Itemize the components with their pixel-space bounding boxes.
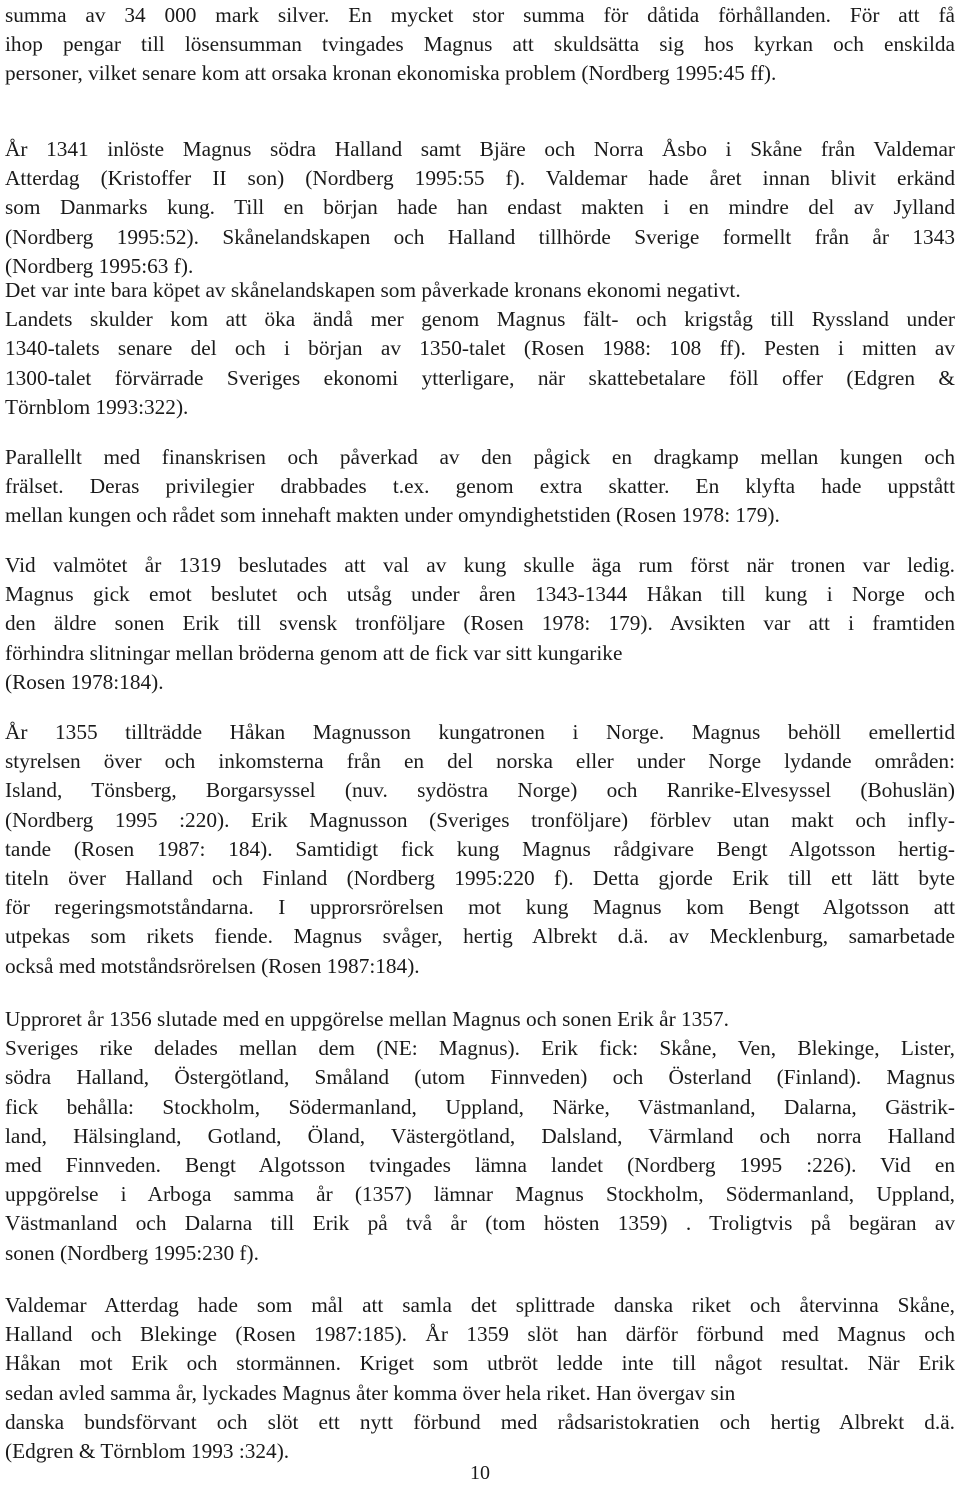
text-line: sonen (Nordberg 1995:230 f).: [5, 1240, 259, 1265]
text-line: (Rosen 1978:184).: [5, 669, 164, 694]
text-line: också med motståndsrörelsen (Rosen 1987:184).: [5, 953, 420, 978]
paragraph: [5, 1291, 955, 1466]
text-line: Sveriges rike delades mellan dem (NE: Magnus). Erik fick: Skåne, Ven, Blekinge, Lister,: [5, 1036, 955, 1061]
text-line: 1340-talets senare del och i början av 1350-talet (Rosen 1988: 108 ff). Pesten i mitten av: [5, 336, 955, 361]
text-line: sedan avled samma år, lyckades Magnus åter komma över hela riket. Han övergav sin: [5, 1380, 736, 1405]
text-line: (Nordberg 1995:63 f).: [5, 253, 194, 278]
text-line: styrelsen över och inkomsterna från en del norska eller under Norge lydande områden:: [5, 749, 955, 774]
text-line: Halland och Blekinge (Rosen 1987:185). År 1359 slöt han därför förbund med Magnus och: [5, 1322, 955, 1347]
paragraph: [5, 551, 955, 697]
text-line: Vid valmötet år 1319 beslutades att val av kung skulle äga rum först när tronen var ledig.: [5, 553, 955, 577]
text-line: Törnblom 1993:322).: [5, 394, 189, 419]
text-line: för regeringsmotståndarna. I upprorsrörelsen mot kung Magnus kom Bengt Algotsson att: [5, 895, 955, 920]
text-line: Landets skulder kom att öka ändå mer genom Magnus fält- och krigståg till Ryssland under: [5, 307, 955, 332]
text-line: södra Halland, Östergötland, Småland (utom Finnveden) och Österland (Finland). Magnus: [5, 1065, 955, 1090]
text-line: År 1341 inlöste Magnus södra Halland samt Bjäre och Norra Åsbo i Skåne från Valdemar: [5, 137, 955, 161]
text-line: Västmanland och Dalarna till Erik på två år (tom hösten 1359) . Troligtvis på begäran av: [5, 1211, 955, 1236]
text-line: mellan kungen och rådet som innehaft makten under omyndighetstiden (Rosen 1978: 179).: [5, 503, 780, 528]
text-line: danska bundsförvant och slöt ett nytt förbund med rådsaristokratien och hertig Albrekt d.ä.: [5, 1409, 955, 1434]
text-line: Parallellt med finanskrisen och påverkad av den pågick en dragkamp mellan kungen och: [5, 445, 955, 469]
text-line: Atterdag (Kristoffer II son) (Nordberg 1995:55 f). Valdemar hade året innan blivit erkänd: [5, 166, 955, 191]
text-line: (Nordberg 1995:52). Skånelandskapen och Halland tillhörde Sverige formellt från år 1343: [5, 224, 955, 249]
text-line: År 1355 tillträdde Håkan Magnusson kungatronen i Norge. Magnus behöll emellertid: [5, 720, 955, 744]
text-line: 1300-talet förvärrade Sveriges ekonomi ytterligare, när skattebetalare föll offer (Edgren &: [5, 365, 955, 390]
text-line: titeln över Halland och Finland (Nordberg 1995:220 f). Detta gjorde Erik till ett lätt byte: [5, 866, 955, 891]
text-line: utpekas som rikets fiende. Magnus svåger, hertig Albrekt d.ä. av Mecklenburg, samarbetade: [5, 924, 955, 949]
text-line: summa av 34 000 mark silver. En mycket stor summa för dåtida förhållanden. För att få: [5, 3, 955, 27]
text-line: frälset. Deras privilegier drabbades t.ex. genom extra skatter. En klyfta hade uppstått: [5, 474, 955, 499]
paragraph: [5, 1005, 955, 1268]
text-line: tande (Rosen 1987: 184). Samtidigt fick kung Magnus rådgivare Bengt Algotsson hertig-: [5, 836, 955, 861]
paragraph: [5, 1, 955, 89]
text-line: fick behålla: Stockholm, Södermanland, Uppland, Närke, Västmanland, Dalarna, Gästrik-: [5, 1094, 955, 1119]
paragraph: [5, 443, 955, 531]
text-line: med Finnveden. Bengt Algotsson tvingades lämna landet (Nordberg 1995 :226). Vid en: [5, 1153, 955, 1178]
text-line: ihop pengar till lösensumman tvingades Magnus att skuldsätta sig hos kyrkan och enskilda: [5, 32, 955, 57]
text-line: personer, vilket senare kom att orsaka kronan ekonomiska problem (Nordberg 1995:45 ff).: [5, 61, 777, 86]
page-number: 10: [470, 1462, 490, 1484]
text-line: Det var inte bara köpet av skånelandskapen som påverkade kronans ekonomi negativt.: [5, 278, 741, 302]
text-line: land, Hälsingland, Gotland, Öland, Västergötland, Dalsland, Värmland och norra Halland: [5, 1123, 955, 1148]
paragraph: [5, 718, 955, 981]
text-line: uppgörelse i Arboga samma år (1357) lämnar Magnus Stockholm, Södermanland, Uppland,: [5, 1182, 955, 1207]
text-line: den äldre sonen Erik till svensk tronföljare (Rosen 1978: 179). Avsikten var att i framtiden: [5, 611, 955, 636]
text-line: som Danmarks kung. Till en början hade han endast makten i en mindre del av Jylland: [5, 195, 955, 220]
text-line: förhindra slitningar mellan bröderna genom att de fick var sitt kungarike: [5, 640, 623, 665]
paragraph: [5, 135, 955, 281]
paragraph: [5, 276, 955, 422]
text-line: (Nordberg 1995 :220). Erik Magnusson (Sveriges tronföljare) förblev utan makt och infly-: [5, 807, 955, 832]
text-line: Magnus gick emot beslutet och utsåg under åren 1343-1344 Håkan till kung i Norge och: [5, 582, 955, 607]
text-line: Island, Tönsberg, Borgarsyssel (nuv. sydöstra Norge) och Ranrike-Elvesyssel (Bohuslän): [5, 778, 955, 803]
text-line: (Edgren & Törnblom 1993 :324).: [5, 1439, 290, 1464]
text-line: Håkan mot Erik och stormännen. Kriget som utbröt ledde inte till något resultat. När Erik: [5, 1351, 955, 1376]
text-line: Valdemar Atterdag hade som mål att samla det splittrade danska riket och återvinna Skåne,: [5, 1293, 955, 1317]
text-line: Upproret år 1356 slutade med en uppgörelse mellan Magnus och sonen Erik år 1357.: [5, 1007, 729, 1031]
